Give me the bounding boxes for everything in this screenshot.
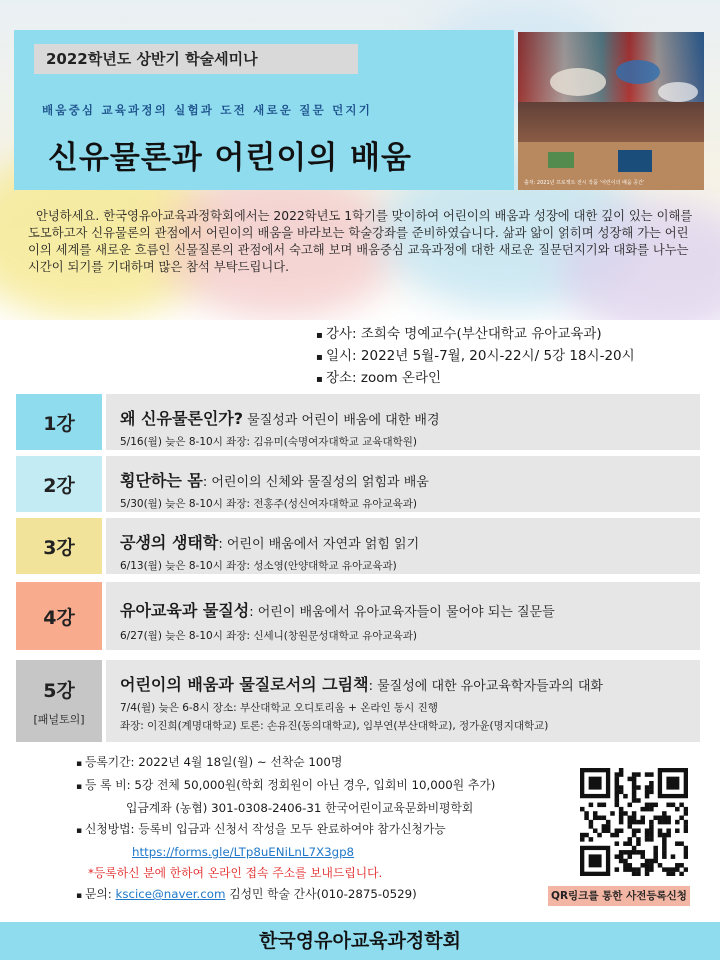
lecture-title: 공생의 생태학 xyxy=(120,533,219,552)
lecture-desc: : 물질성에 대한 유아교육학자들과의 대화 xyxy=(368,679,603,694)
schedule-info: ▪ 일시: 2022년 5월-7월, 20시-22시/ 5강 18시-20시 xyxy=(316,346,635,368)
lecture-number: 1강 xyxy=(16,394,102,450)
lecture-schedule: 5/30(월) 늦은 8-10시 좌장: 전홍주(성신여자대학교 유아교육과) xyxy=(120,498,418,510)
page-title: 신유물론과 어린이의 배움 xyxy=(48,140,412,176)
lecture-schedule: 6/27(월) 늦은 8-10시 좌장: 신세니(창원문성대학교 유아교육과) xyxy=(120,630,418,642)
online-access-note: *등록하신 분에 한하여 온라인 접속 주소를 보내드립니다. xyxy=(88,866,383,880)
lecture-desc: : 어린이 배움에서 자연과 얽힘 읽기 xyxy=(218,537,420,552)
lecture-body xyxy=(106,660,700,742)
semester-label: 2022학년도 상반기 학술세미나 xyxy=(34,44,358,74)
registration-method: ▪ 신청방법: 등록비 입금과 신청서 작성을 모두 완료하여야 참가신청가능 xyxy=(76,819,495,842)
lecture-body xyxy=(106,456,700,512)
registration-qr-code[interactable] xyxy=(580,768,688,876)
lecturer-info: ▪ 강사: 조희숙 명예교수(부산대학교 유아교육과) xyxy=(316,324,635,346)
lecture-1 xyxy=(16,394,700,450)
registration-form-link[interactable]: https://forms.gle/LTp8uENiLnL7X3gp8 xyxy=(132,845,355,859)
lecture-schedule: 7/4(월) 늦은 6-8시 장소: 부산대학교 오디토리움 + 온라인 동시 진행 xyxy=(120,702,438,714)
registration-period: ▪ 등록기간: 2022년 4월 18일(월) ~ 선착순 100명 xyxy=(76,752,495,775)
contact-email-link[interactable]: kscice@naver.com xyxy=(115,887,226,901)
contact-info: ▪ 문의: kscice@naver.com 김성민 학술 간사(010-2875-0529) xyxy=(76,884,495,907)
intro-paragraph: 안녕하세요. 한국영유아교육과정학회에서는 2022학년도 1학기를 맞이하여 어린이의 배움과 성장에 대한 깊이 있는 이해를 도모하고자 신유물론의 관점에서 어린이의 배움을 바라보는 학술강좌를 준비하였습니다. 삶과 앎이 얽히며 성장해 가는 어린이의 세계를 새로운 흐름인 신물질론의 관점에서 숙고해 보며 배움중심 교육과정에 대한 새로운 질문던지기와 대화를 나누는 시간이 되기를 기대하며 많은 참석 부탁드립니다. xyxy=(28,209,693,274)
lecture-title: 왜 신유물론인가? xyxy=(120,409,244,428)
lecture-title: 횡단하는 몸 xyxy=(120,471,203,490)
panel-discussion-tag: [패널토의] xyxy=(33,712,85,726)
lecture-title: 어린이의 배움과 물질로서의 그림책 xyxy=(120,675,369,694)
lecture-panel: 좌장: 이진희(계명대학교) 토론: 손유진(동의대학교), 임부연(부산대학교), 정가윤(명지대학교) xyxy=(120,720,549,732)
lecture-number: 4강 xyxy=(16,582,102,650)
payment-account: 입금계좌 (농협) 301-0308-2406-31 한국어린이교육문화비평학회 xyxy=(126,801,474,815)
lecture-3 xyxy=(16,518,700,574)
lecture-desc: : 어린이의 신체와 물질성의 얽힘과 배움 xyxy=(202,475,429,490)
lecture-desc: : 어린이 배움에서 유아교육자들이 물어야 되는 질문들 xyxy=(249,605,555,620)
lecture-title: 유아교육과 물질성 xyxy=(120,601,250,620)
lecture-number: 5강 [패널토의] xyxy=(16,660,102,742)
lecture-schedule: 5/16(월) 늦은 8-10시 좌장: 김유미(숙명여자대학교 교육대학원) xyxy=(120,436,418,448)
lecture-schedule: 6/13(월) 늦은 8-10시 좌장: 성소영(안양대학교 유아교육과) xyxy=(120,560,397,572)
contact-person: 김성민 학술 간사(010-2875-0529) xyxy=(225,887,417,901)
photo-caption: 출처: 2021년 프로젝트 전시 작품 ‘어린이의 배움 공간’ xyxy=(524,180,645,186)
lecture-desc: 물질성과 어린이 배움에 대한 배경 xyxy=(243,413,440,428)
lecture-number: 2강 xyxy=(16,456,102,512)
lecture-body xyxy=(106,582,700,650)
organization-footer: 한국영유아교육과정학회 xyxy=(0,922,720,960)
lecture-body xyxy=(106,394,700,450)
seminar-subtitle: 배움중심 교육과정의 실험과 도전 새로운 질문 던지기 xyxy=(42,103,373,117)
lecture-5 xyxy=(16,660,700,742)
registration-info xyxy=(76,752,495,907)
lecture-2 xyxy=(16,456,700,512)
qr-label: QR링크를 통한 사전등록신청 xyxy=(548,886,690,906)
lecture-4 xyxy=(16,582,700,650)
venue-info: ▪ 장소: zoom 온라인 xyxy=(316,368,635,390)
exhibition-photo xyxy=(518,32,704,190)
lecture-body xyxy=(106,518,700,574)
registration-fee: ▪ 등 록 비: 5강 전체 50,000원(학회 정회원이 아닌 경우, 입회비 10,000원 추가) xyxy=(76,775,495,798)
seminar-details xyxy=(316,324,635,390)
lecture-number: 3강 xyxy=(16,518,102,574)
